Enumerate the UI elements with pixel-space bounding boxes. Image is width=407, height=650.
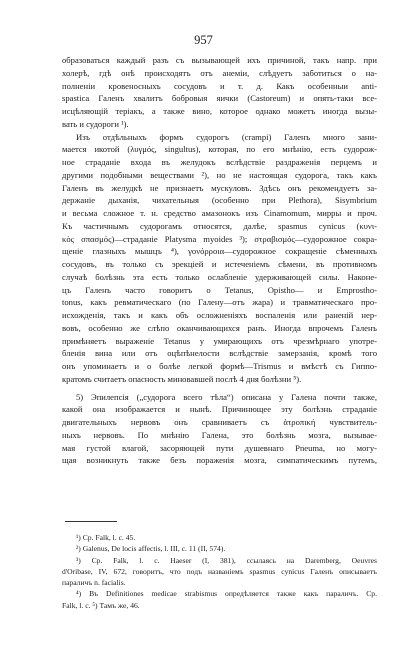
footnote-line: ²) Galenus, De locis affectis, l. III, c. 11 (II, 574). (76, 544, 226, 554)
footnote-line: ⁴) Въ Definitiones medicae strabismus опредѣляется также какъ параличъ. Cp. (76, 589, 377, 599)
text-line: tonus, какъ ревматическаго (по Галену—отъ жара) и травматическаго про- (62, 297, 377, 308)
text-line: цъ Галенъ часто говоритъ о Tetanus, Opistho— и Emprostho- (62, 284, 377, 295)
text-line: щеніе глазныхъ мышцъ ⁴), γονόρροια—судорожное сокращеніе сѣменныхъ (62, 246, 377, 257)
text-line: примѣняетъ выраженіе Tetanus у умирающихъ отъ чрезмѣрнаго употре- (62, 335, 377, 346)
footnote-line: ³) Cp. Falk, l. c. Haeser (I, 381), ссылаясь на Daremberg, Oeuvres (76, 555, 377, 565)
footnotes (62, 532, 377, 611)
text-line: какой она изображается и нынѣ. Причинющее эту болѣзнь страданіе (62, 404, 377, 415)
page-number: 957 (194, 33, 213, 47)
text-line: двигательныхъ нервовъ онъ сравниваетъ съ ἀτροπική чувствитель- (62, 417, 377, 427)
text-line: щая возникнуть также безъ пораженія мозга, симпатическимъ путемъ, (62, 455, 377, 466)
footnote-line: Falk, l. c. ⁵) Тамъ же, 46. (62, 600, 140, 610)
text-line: кратомъ считаетъ опасность миновавшей послѣ 4 дня болѣзни ⁵). (62, 373, 302, 384)
text-line: полненіи кровеносныхъ сосудовъ и т. д. Какъ особенныи anti- (62, 80, 377, 91)
text-line: вовъ, особенно же слѣпо оканчивающихся ранъ. Иногда впрочемъ Галенъ (62, 322, 377, 333)
text-line: бленія вина или отъ оцѣпѣнелости вслѣдствіе замерзанія, кромѣ того (62, 348, 377, 359)
text-line: онъ упоминаетъ и о болѣе легкой формѣ—Trismus и вмѣстѣ съ Гиппо- (62, 361, 377, 371)
text-line: сосудовъ, въ только съ эрекціей и истеченіемъ сѣмени, въ противномъ (62, 259, 377, 269)
text-line: и весьма сложное т. н. средство амазонокъ изъ Cinamomum, мирры и проч. (62, 208, 377, 218)
text-line: 5) Эпилепсія („судорога всего тѣла“) описана у Галена почти также, (76, 391, 377, 402)
text-line: ное страданіе входа въ желудокъ вслѣдствіе раздраженія перцемъ и (62, 157, 377, 167)
text-line: κὸς σπασμός)—страданіе Platysma myoides ³); στραβισμός—судорожное сокра- (62, 233, 377, 244)
text-line: ныхъ нервовъ. По мнѣнію Галена, это болѣзнь мозга, вызывае- (62, 429, 377, 440)
text-line: другими подобными веществами ²), но не настоящая судорога, такъ какъ (62, 169, 377, 180)
text-line: мая густой влагой, засоряющей пути душевнаго Pneuma, но могу- (62, 442, 377, 453)
text-line: холерѣ, гдѣ онѣ происходятъ отъ анеміи, слѣдуетъ заботиться о на- (62, 67, 377, 78)
footnote-line: параличъ n. facialis. (62, 578, 126, 588)
text-line: Галенъ въ желудкѣ не признаетъ мускуловъ. Здѣсь онъ рекомендуетъ за- (62, 182, 377, 193)
main-text (62, 54, 377, 467)
footnote-line: d'Oribase, IV, 672, говоритъ, что подъ названіемъ spasmus cynicus Галенъ описываетъ (62, 566, 377, 576)
footnote-divider (65, 521, 117, 522)
text-line: случаѣ болѣзнь эта есть только ослабленіе удерживающей силы. Наконе- (62, 271, 377, 282)
text-line: исхожденія, такъ и какъ объ осложненіяхъ воспаленія или раненій нер- (62, 310, 377, 320)
text-line: spastica Галенъ хвалитъ бобровыя яички (Castoreum) и опять-таки все- (62, 93, 377, 104)
text-line: мается икотой (λυγμός, singultus), которая, по его мнѣнію, есть судорож- (62, 144, 377, 155)
text-line: вать и судороги ¹). (62, 118, 129, 129)
text-line: Къ частичнымъ судорогамъ относятся, далѣе, spasmus cynicus (κυνι- (62, 220, 377, 231)
text-line: держаніе дыханія, чихательныя (особенно при Plethora), Sisymbrium (62, 195, 377, 206)
footnote-line: ¹) Cp. Falk, l. c. 45. (76, 533, 136, 542)
text-line: Изъ отдѣльныхъ формъ судорогъ (crampi) Галенъ много зани- (76, 131, 377, 142)
text-line: образоваться каждый разъ съ вызывающей ихъ причиной, такъ напр. при (62, 55, 377, 65)
text-line: исцѣляющій теріакъ, а также вино, которое однако можетъ иногда вызы- (62, 106, 377, 116)
